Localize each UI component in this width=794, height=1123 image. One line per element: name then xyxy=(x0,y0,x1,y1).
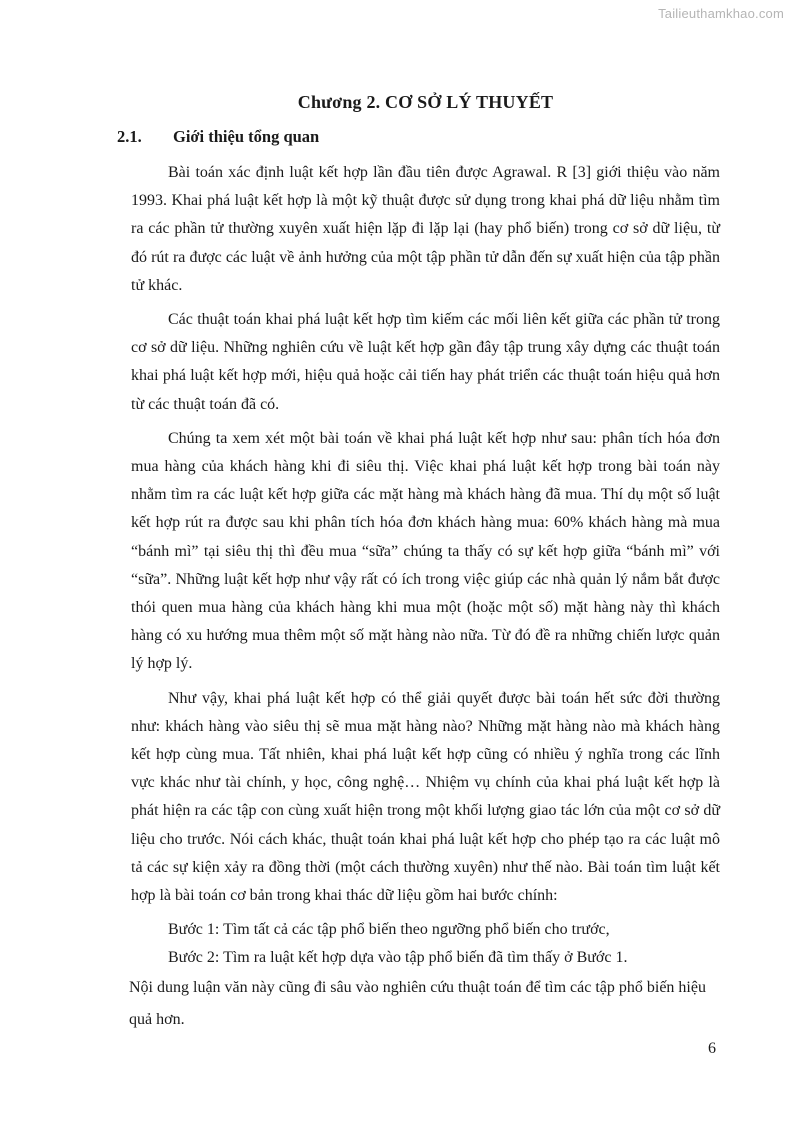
chapter-title: Chương 2. CƠ SỞ LÝ THUYẾT xyxy=(297,92,554,112)
step-item: Bước 2: Tìm ra luật kết hợp dựa vào tập phổ biến đã tìm thấy ở Bước 1. xyxy=(168,949,628,967)
paragraph: Chúng ta xem xét một bài toán về khai phá luật kết hợp như sau: phân tích hóa đơn mua hàng của khách hàng khi đi siêu thị. Việc khai phá luật kết hợp trong bài toán này nhằm tìm ra các luật kết hợp giữa các mặt hàng mà khách hàng đã mua. Thí dụ một số luật kết hợp rút ra được sau khi phân tích hóa đơn khách hàng mua: 60% khách hàng mà mua “bánh mì” tại siêu thị thì đều mua “sữa” chúng ta thấy có sự kết hợp giữa “bánh mì” với “sữa”. Những luật kết hợp như vậy rất có ích trong việc giúp các nhà quản lý nắm bắt được thói quen mua hàng của khách hàng khi mua một (hoặc một số) mặt hàng này thì khách hàng có xu hướng mua thêm một số mặt hàng nào nữa. Từ đó đề ra những chiến lược quản lý hợp lý. xyxy=(131,429,720,673)
page-number: 6 xyxy=(708,1040,716,1057)
paragraph: Bài toán xác định luật kết hợp lần đầu tiên được Agrawal. R [3] giới thiệu vào năm 1993. Khai phá luật kết hợp là một kỹ thuật được sử dụng trong khai phá dữ liệu nhằm tìm ra các phần tử thường xuyên xuất hiện lặp đi lặp lại (hay phổ biến) trong cơ sở dữ liệu, từ đó rút ra được các luật về ảnh hưởng của một tập phần tử dẫn đến sự xuất hiện của tập phần tử khác. xyxy=(131,164,720,294)
watermark: Tailieuthamkhao.com xyxy=(658,6,784,21)
step-item: Bước 1: Tìm tất cả các tập phổ biến theo ngưỡng phổ biến cho trước, xyxy=(168,921,610,939)
section-number: 2.1. xyxy=(117,127,142,146)
paragraph: Như vậy, khai phá luật kết hợp có thể giải quyết được bài toán hết sức đời thường như: khách hàng vào siêu thị sẽ mua mặt hàng nào? Những mặt hàng nào mà khách hàng kết hợp cùng mua. Tất nhiên, khai phá luật kết hợp cũng có nhiều ý nghĩa trong các lĩnh vực khác như tài chính, y học, công nghệ… Nhiệm vụ chính của khai phá luật kết hợp là phát hiện ra các tập con cùng xuất hiện trong một khối lượng giao tác lớn của một cơ sở dữ liệu cho trước. Nói cách khác, thuật toán khai phá luật kết hợp cho phép tạo ra các luật mô tả các sự kiện xảy ra đồng thời (một cách thường xuyên) như thế nào. Bài toán tìm luật kết hợp là bài toán cơ bản trong khai thác dữ liệu gồm hai bước chính: xyxy=(131,689,720,905)
section-title: Giới thiệu tổng quan xyxy=(173,127,320,146)
paragraph: Các thuật toán khai phá luật kết hợp tìm kiếm các mối liên kết giữa các phần tử trong cơ sở dữ liệu. Những nghiên cứu về luật kết hợp gần đây tập trung xây dựng các thuật toán khai phá luật kết hợp mới, hiệu quả hoặc cải tiến hay phát triển các thuật toán hiệu quả hơn từ các thuật toán đã có. xyxy=(131,311,720,413)
section-heading xyxy=(117,127,720,147)
closing-paragraph: Nội dung luận văn này cũng đi sâu vào nghiên cứu thuật toán để tìm các tập phổ biến hiệu quả hơn. xyxy=(129,979,706,1029)
document-page xyxy=(117,92,720,1036)
